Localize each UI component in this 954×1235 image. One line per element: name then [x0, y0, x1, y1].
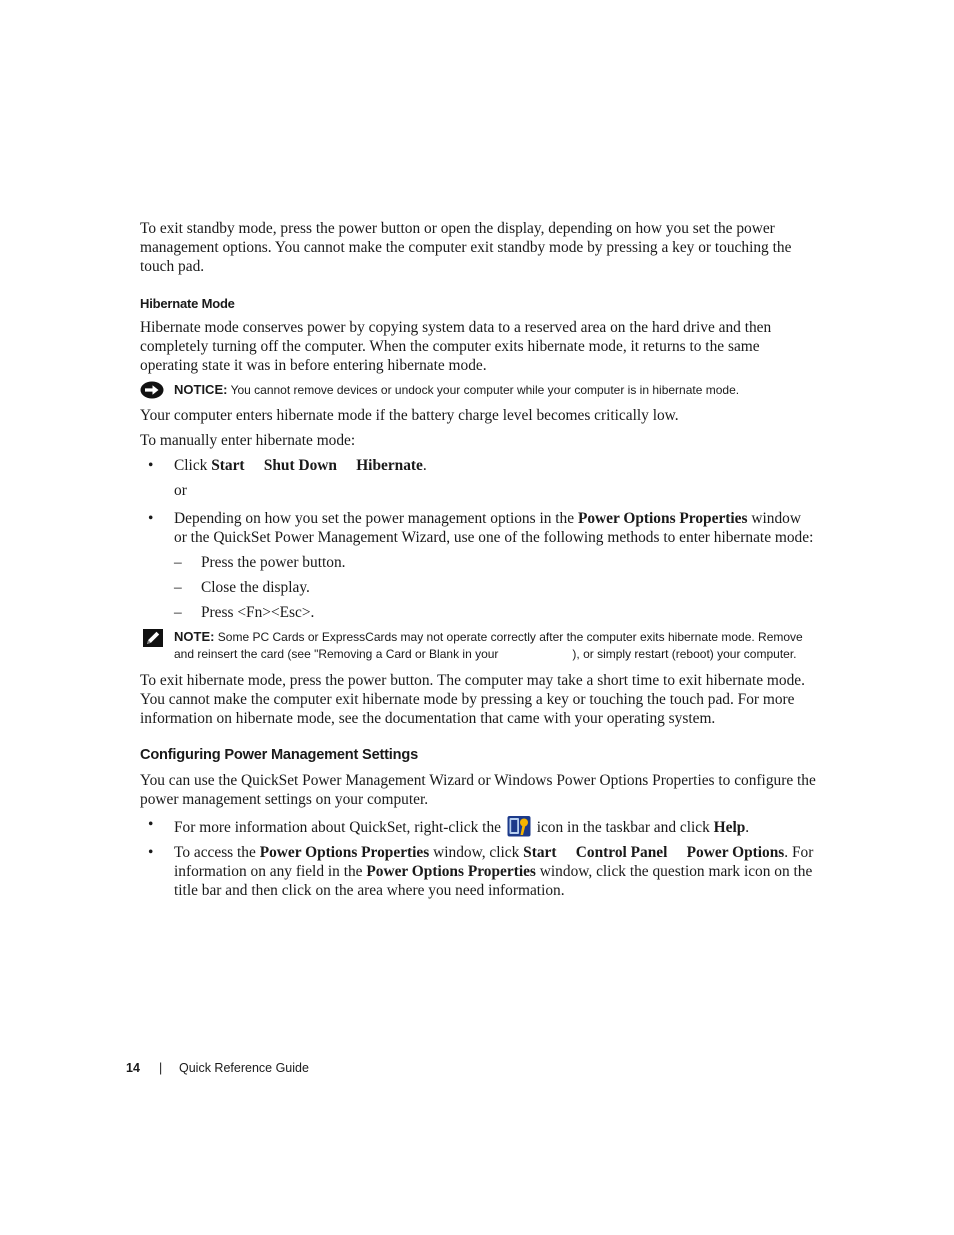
hibernate-methods-list — [140, 456, 816, 622]
notice-text: You cannot remove devices or undock your computer while your computer is in hibernate mode. — [230, 383, 740, 397]
power-options-properties-ref: Power Options Properties — [366, 862, 536, 880]
power-options-properties-ref: Power Options Properties — [259, 843, 430, 861]
notice-label: NOTICE: — [174, 382, 228, 397]
exit-hibernate-paragraph: To exit hibernate mode, press the power button. The computer may take a short time to exit hibernate mode. You cannot make the computer exit hibernate mode by pressing a key or touching the touch pad. For more information on hibernate mode, see the documentation that came with your operating system. — [140, 671, 805, 727]
note-text-part-a: Some PC Cards or ExpressCards may not operate correctly after the computer exits hibernate mode. Remove and reinsert the card (see "Removing a Card or Blank in your — [174, 629, 803, 661]
page-number: 14 — [126, 1061, 140, 1075]
note-pencil-icon — [143, 629, 163, 653]
sub-list-item: – Press the power button. — [174, 553, 346, 571]
battery-low-paragraph: Your computer enters hibernate mode if the battery charge level becomes critically low. — [140, 406, 679, 424]
bullet-icon: • — [148, 815, 154, 833]
or-text: or — [174, 481, 187, 499]
start-menu-ref: Start — [523, 843, 557, 861]
footer-separator: | — [159, 1061, 163, 1075]
list-item: • For more information about QuickSet, right-click the icon in the taskbar and click Help. — [148, 815, 750, 836]
page-content — [140, 219, 816, 900]
hibernate-mode-heading: Hibernate Mode — [140, 296, 235, 311]
hibernate-ref: Hibernate — [356, 456, 423, 474]
configuring-intro-paragraph: You can use the QuickSet Power Management Wizard or Windows Power Options Properties to configure the power management settings on your computer. — [140, 771, 816, 808]
bullet-icon: • — [148, 509, 154, 527]
hibernate-description-paragraph: Hibernate mode conserves power by copying system data to a reserved area on the hard drive and then completely turning off the computer. When the computer exits hibernate mode, it returns to the same operating state it was in before entering hibernate mode. — [140, 319, 772, 374]
quickset-icon — [507, 815, 531, 837]
note-callout — [140, 628, 816, 664]
configuring-power-heading: Configuring Power Management Settings — [140, 746, 419, 763]
list-item: • Click Start Shut Down Hibernate. or — [140, 456, 816, 500]
guide-title: Quick Reference Guide — [179, 1061, 309, 1075]
list-item: • Depending on how you set the power management options in the Power Options Properties window or the QuickSet Power Management Wizard, use one of the following methods to enter hibernate mode: – Press the power button. – Close the display. – Press <Fn><Esc>. — [140, 509, 816, 622]
help-ref: Help — [713, 818, 746, 836]
start-menu-ref: Start — [211, 456, 245, 474]
manual-hibernate-intro: To manually enter hibernate mode: — [140, 431, 356, 449]
note-text-part-b: ), or simply restart (reboot) your computer. — [572, 647, 797, 661]
bullet-icon: • — [148, 456, 154, 474]
notice-callout — [140, 381, 816, 400]
power-options-properties-ref: Power Options Properties — [577, 509, 748, 527]
configuring-list — [140, 815, 816, 900]
hibernate-sub-methods — [174, 553, 816, 622]
power-options-ref: Power Options — [686, 843, 785, 861]
list-item: • To access the Power Options Properties window, click Start Control Panel Power Options. For information on any field in the Power Options Properties window, click the question mark icon on the title bar and then click on the area where you need information. — [148, 843, 814, 899]
standby-exit-paragraph: To exit standby mode, press the power button or open the display, depending on how you set the power management options. You cannot make the computer exit standby mode by pressing a key or touching the touch pad. — [140, 220, 792, 275]
sub-list-item: – Close the display. — [174, 578, 310, 596]
control-panel-ref: Control Panel — [575, 843, 668, 861]
notice-icon — [140, 381, 165, 405]
note-label: NOTE: — [174, 628, 215, 644]
sub-list-item: – Press <Fn><Esc>. — [174, 603, 315, 621]
bullet-icon: • — [148, 843, 154, 861]
shut-down-ref: Shut Down — [263, 456, 337, 474]
